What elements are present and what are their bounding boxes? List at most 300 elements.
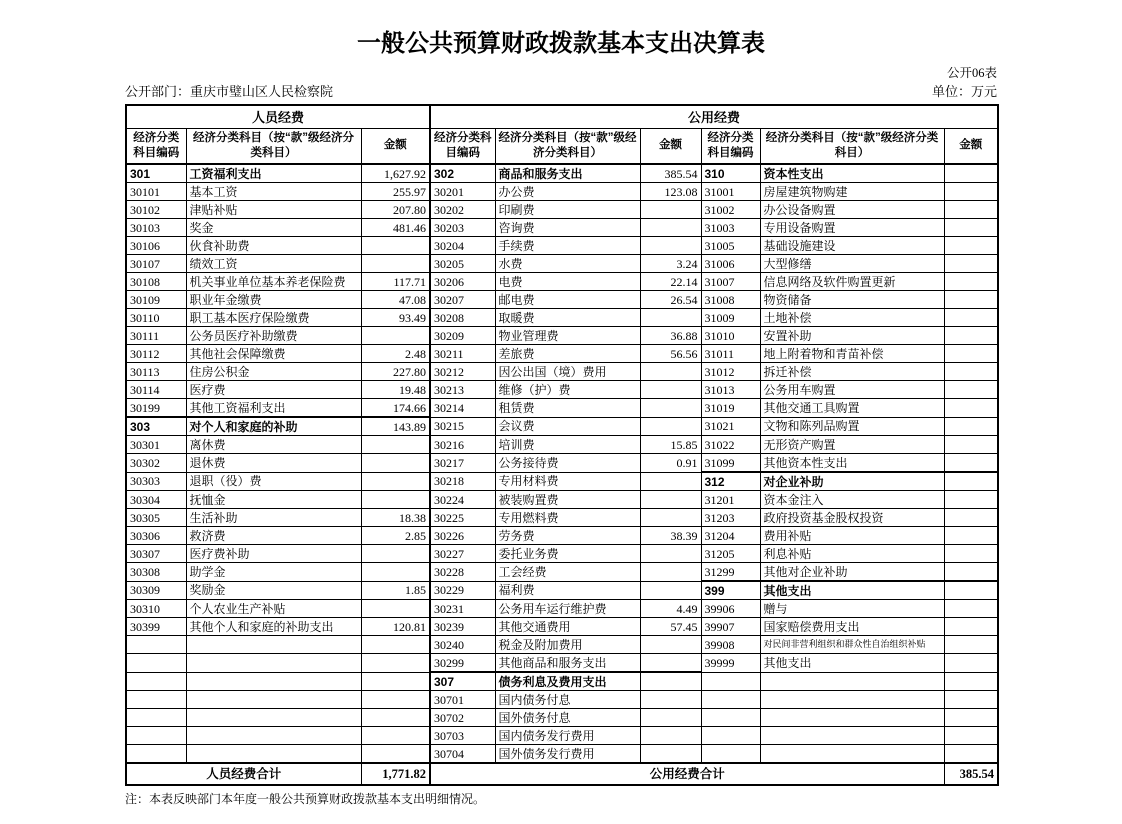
cell-code: 31019 xyxy=(701,399,760,418)
cell-amount: 57.45 xyxy=(640,618,701,636)
cell-subject: 土地补偿 xyxy=(760,309,944,327)
cell-amount xyxy=(640,745,701,764)
cell-subject: 机关事业单位基本养老保险费 xyxy=(186,273,361,291)
cell-subject: 对民间非营利组织和群众性自治组织补贴 xyxy=(760,636,944,654)
table-row xyxy=(126,454,998,473)
cell-code: 30201 xyxy=(430,183,495,201)
table-row xyxy=(126,709,998,727)
cell-code: 30399 xyxy=(126,618,186,636)
cell-amount xyxy=(944,363,998,381)
cell-amount xyxy=(361,727,430,745)
cell-subject: 工会经费 xyxy=(495,563,640,582)
personnel-group-header: 人员经费 xyxy=(126,105,430,129)
cell-code xyxy=(701,672,760,691)
cell-subject: 基本工资 xyxy=(186,183,361,201)
department-label: 公开部门：重庆市璧山区人民检察院 xyxy=(125,83,334,99)
cell-code: 30209 xyxy=(430,327,495,345)
cell-code: 30305 xyxy=(126,509,186,527)
cell-subject: 其他个人和家庭的补助支出 xyxy=(186,618,361,636)
cell-subject: 政府投资基金股权投资 xyxy=(760,509,944,527)
cell-subject: 退职（役）费 xyxy=(186,472,361,491)
personnel-total-amount: 1,771.82 xyxy=(361,763,430,785)
cell-subject: 医疗费 xyxy=(186,381,361,399)
cell-code: 30310 xyxy=(126,600,186,618)
cell-subject: 职业年金缴费 xyxy=(186,291,361,309)
table-row xyxy=(126,545,998,563)
cell-amount xyxy=(361,709,430,727)
table-row xyxy=(126,219,998,237)
cell-subject: 费用补贴 xyxy=(760,527,944,545)
cell-code: 30702 xyxy=(430,709,495,727)
cell-code xyxy=(126,727,186,745)
public-total-amount: 385.54 xyxy=(944,763,998,785)
cell-subject: 文物和陈列品购置 xyxy=(760,417,944,436)
cell-code: 31002 xyxy=(701,201,760,219)
cell-subject: 生活补助 xyxy=(186,509,361,527)
cell-amount xyxy=(361,472,430,491)
cell-amount: 207.80 xyxy=(361,201,430,219)
col-header-subject-3: 经济分类科目（按“款”级经济分类科目） xyxy=(760,129,944,165)
col-header-code-1: 经济分类科目编码 xyxy=(126,129,186,165)
cell-amount xyxy=(944,436,998,454)
cell-amount xyxy=(944,345,998,363)
cell-subject: 取暖费 xyxy=(495,309,640,327)
cell-amount xyxy=(640,709,701,727)
page xyxy=(0,30,1122,824)
cell-code: 30108 xyxy=(126,273,186,291)
cell-subject: 印刷费 xyxy=(495,201,640,219)
cell-code: 30114 xyxy=(126,381,186,399)
cell-code: 30205 xyxy=(430,255,495,273)
table-row xyxy=(126,745,998,764)
col-header-amount-2: 金额 xyxy=(640,129,701,165)
cell-subject xyxy=(186,654,361,673)
cell-subject: 大型修缮 xyxy=(760,255,944,273)
cell-subject: 公务接待费 xyxy=(495,454,640,473)
cell-amount xyxy=(640,636,701,654)
cell-subject xyxy=(186,745,361,764)
cell-amount xyxy=(640,545,701,563)
cell-amount: 56.56 xyxy=(640,345,701,363)
cell-amount xyxy=(361,745,430,764)
cell-code: 30211 xyxy=(430,345,495,363)
cell-amount: 15.85 xyxy=(640,436,701,454)
cell-code: 30229 xyxy=(430,581,495,600)
cell-subject: 信息网络及软件购置更新 xyxy=(760,273,944,291)
cell-code: 39906 xyxy=(701,600,760,618)
cell-amount: 123.08 xyxy=(640,183,701,201)
cell-code: 310 xyxy=(701,164,760,183)
cell-code xyxy=(126,709,186,727)
cell-amount: 481.46 xyxy=(361,219,430,237)
table-row xyxy=(126,436,998,454)
col-header-code-2: 经济分类科目编码 xyxy=(430,129,495,165)
table-row xyxy=(126,201,998,219)
cell-amount xyxy=(944,636,998,654)
cell-subject: 国外债务发行费用 xyxy=(495,745,640,764)
cell-subject: 专用材料费 xyxy=(495,472,640,491)
cell-subject: 债务利息及费用支出 xyxy=(495,672,640,691)
cell-subject: 其他工资福利支出 xyxy=(186,399,361,418)
cell-code: 30302 xyxy=(126,454,186,473)
table-row xyxy=(126,636,998,654)
cell-subject: 手续费 xyxy=(495,237,640,255)
cell-code: 30207 xyxy=(430,291,495,309)
table-row xyxy=(126,237,998,255)
cell-code: 31204 xyxy=(701,527,760,545)
cell-amount xyxy=(944,727,998,745)
cell-amount xyxy=(640,201,701,219)
cell-code: 31009 xyxy=(701,309,760,327)
cell-subject xyxy=(186,691,361,709)
cell-amount: 255.97 xyxy=(361,183,430,201)
cell-subject: 其他支出 xyxy=(760,654,944,673)
cell-code: 31003 xyxy=(701,219,760,237)
cell-subject: 资本性支出 xyxy=(760,164,944,183)
cell-code: 31012 xyxy=(701,363,760,381)
cell-amount xyxy=(944,255,998,273)
cell-amount xyxy=(640,581,701,600)
cell-code: 30703 xyxy=(430,727,495,745)
col-header-amount-3: 金额 xyxy=(944,129,998,165)
cell-subject: 咨询费 xyxy=(495,219,640,237)
cell-code: 30231 xyxy=(430,600,495,618)
cell-subject: 租赁费 xyxy=(495,399,640,418)
cell-code: 31007 xyxy=(701,273,760,291)
cell-subject: 其他商品和服务支出 xyxy=(495,654,640,673)
cell-code: 307 xyxy=(430,672,495,691)
totals-row xyxy=(126,763,998,785)
table-row xyxy=(126,672,998,691)
table-row xyxy=(126,527,998,545)
cell-code: 312 xyxy=(701,472,760,491)
cell-subject: 住房公积金 xyxy=(186,363,361,381)
cell-amount xyxy=(640,691,701,709)
cell-amount xyxy=(944,509,998,527)
cell-subject xyxy=(760,691,944,709)
table-row xyxy=(126,509,998,527)
group-header-row xyxy=(126,105,998,129)
unit-label: 单位：万元 xyxy=(931,83,997,99)
cell-amount xyxy=(944,381,998,399)
cell-amount xyxy=(944,672,998,691)
cell-amount xyxy=(361,654,430,673)
cell-code: 30227 xyxy=(430,545,495,563)
cell-code: 30110 xyxy=(126,309,186,327)
cell-code: 31010 xyxy=(701,327,760,345)
cell-subject: 助学金 xyxy=(186,563,361,582)
cell-amount xyxy=(944,237,998,255)
cell-amount xyxy=(944,581,998,600)
cell-code: 31299 xyxy=(701,563,760,582)
footnote: 注：本表反映部门本年度一般公共预算财政拨款基本支出明细情况。 xyxy=(125,792,486,807)
form-code-label: 公开06表 xyxy=(946,65,997,80)
cell-code: 30224 xyxy=(430,491,495,509)
cell-subject: 个人农业生产补贴 xyxy=(186,600,361,618)
cell-subject xyxy=(760,727,944,745)
cell-subject xyxy=(760,672,944,691)
cell-code: 399 xyxy=(701,581,760,600)
cell-subject: 资本金注入 xyxy=(760,491,944,509)
cell-subject: 奖金 xyxy=(186,219,361,237)
table-row xyxy=(126,291,998,309)
cell-code xyxy=(126,672,186,691)
cell-subject: 国家赔偿费用支出 xyxy=(760,618,944,636)
cell-subject: 国内债务付息 xyxy=(495,691,640,709)
col-header-subject-1: 经济分类科目（按“款”级经济分类科目） xyxy=(186,129,361,165)
table-row xyxy=(126,255,998,273)
cell-subject: 职工基本医疗保险缴费 xyxy=(186,309,361,327)
cell-code: 30103 xyxy=(126,219,186,237)
cell-subject: 其他交通工具购置 xyxy=(760,399,944,418)
table-row xyxy=(126,309,998,327)
cell-amount: 4.49 xyxy=(640,600,701,618)
cell-subject: 对企业补助 xyxy=(760,472,944,491)
cell-amount: 2.48 xyxy=(361,345,430,363)
cell-subject: 其他交通费用 xyxy=(495,618,640,636)
cell-amount: 1,627.92 xyxy=(361,164,430,183)
cell-amount xyxy=(944,291,998,309)
cell-subject: 公务用车运行维护费 xyxy=(495,600,640,618)
cell-subject: 离休费 xyxy=(186,436,361,454)
cell-code: 30309 xyxy=(126,581,186,600)
cell-amount xyxy=(640,399,701,418)
cell-amount xyxy=(640,219,701,237)
cell-code: 30102 xyxy=(126,201,186,219)
cell-amount xyxy=(944,472,998,491)
cell-subject: 专用设备购置 xyxy=(760,219,944,237)
cell-subject xyxy=(186,636,361,654)
cell-subject: 其他社会保障缴费 xyxy=(186,345,361,363)
cell-subject: 水费 xyxy=(495,255,640,273)
cell-subject: 医疗费补助 xyxy=(186,545,361,563)
cell-amount xyxy=(361,691,430,709)
public-group-header: 公用经费 xyxy=(430,105,998,129)
cell-amount: 18.38 xyxy=(361,509,430,527)
cell-code: 30303 xyxy=(126,472,186,491)
cell-code: 30216 xyxy=(430,436,495,454)
cell-subject: 税金及附加费用 xyxy=(495,636,640,654)
cell-subject: 津贴补贴 xyxy=(186,201,361,219)
cell-amount xyxy=(361,563,430,582)
cell-subject xyxy=(186,672,361,691)
cell-amount: 38.39 xyxy=(640,527,701,545)
table-row xyxy=(126,581,998,600)
cell-amount xyxy=(944,399,998,418)
cell-subject: 商品和服务支出 xyxy=(495,164,640,183)
cell-subject: 会议费 xyxy=(495,417,640,436)
cell-subject: 国外债务付息 xyxy=(495,709,640,727)
cell-code xyxy=(126,745,186,764)
table-row xyxy=(126,600,998,618)
cell-code: 39999 xyxy=(701,654,760,673)
cell-amount xyxy=(640,563,701,582)
cell-code: 30215 xyxy=(430,417,495,436)
cell-amount xyxy=(944,491,998,509)
cell-amount xyxy=(640,363,701,381)
cell-subject: 维修（护）费 xyxy=(495,381,640,399)
cell-amount xyxy=(944,183,998,201)
cell-code: 30228 xyxy=(430,563,495,582)
cell-code: 31008 xyxy=(701,291,760,309)
cell-code: 303 xyxy=(126,417,186,436)
cell-subject: 培训费 xyxy=(495,436,640,454)
cell-amount xyxy=(640,237,701,255)
cell-subject xyxy=(760,745,944,764)
cell-amount xyxy=(944,273,998,291)
cell-amount xyxy=(361,545,430,563)
cell-subject: 赠与 xyxy=(760,600,944,618)
cell-amount: 36.88 xyxy=(640,327,701,345)
cell-subject: 办公费 xyxy=(495,183,640,201)
cell-amount xyxy=(944,618,998,636)
cell-amount xyxy=(640,727,701,745)
cell-code: 30225 xyxy=(430,509,495,527)
cell-subject: 劳务费 xyxy=(495,527,640,545)
cell-amount xyxy=(944,709,998,727)
cell-amount: 26.54 xyxy=(640,291,701,309)
col-header-amount-1: 金额 xyxy=(361,129,430,165)
expenditure-table xyxy=(125,104,999,786)
cell-code: 30217 xyxy=(430,454,495,473)
cell-code: 30113 xyxy=(126,363,186,381)
cell-amount xyxy=(361,672,430,691)
table-row xyxy=(126,472,998,491)
cell-code: 31022 xyxy=(701,436,760,454)
cell-code: 31203 xyxy=(701,509,760,527)
cell-code: 30308 xyxy=(126,563,186,582)
cell-amount xyxy=(944,417,998,436)
cell-code: 39907 xyxy=(701,618,760,636)
cell-amount xyxy=(944,164,998,183)
cell-code: 30107 xyxy=(126,255,186,273)
cell-amount: 22.14 xyxy=(640,273,701,291)
cell-amount xyxy=(944,219,998,237)
cell-subject: 拆迁补偿 xyxy=(760,363,944,381)
col-header-code-3: 经济分类科目编码 xyxy=(701,129,760,165)
table-row xyxy=(126,273,998,291)
public-total-label: 公用经费合计 xyxy=(430,763,944,785)
cell-amount: 120.81 xyxy=(361,618,430,636)
cell-code: 30307 xyxy=(126,545,186,563)
cell-code: 30306 xyxy=(126,527,186,545)
cell-code: 30212 xyxy=(430,363,495,381)
cell-subject: 其他对企业补助 xyxy=(760,563,944,582)
cell-code: 31001 xyxy=(701,183,760,201)
cell-code: 30226 xyxy=(430,527,495,545)
cell-code xyxy=(126,654,186,673)
cell-code xyxy=(701,745,760,764)
cell-subject: 基础设施建设 xyxy=(760,237,944,255)
page-title: 一般公共预算财政拨款基本支出决算表 xyxy=(357,30,765,57)
cell-code: 31006 xyxy=(701,255,760,273)
cell-subject: 其他资本性支出 xyxy=(760,454,944,473)
cell-amount: 2.85 xyxy=(361,527,430,545)
cell-subject: 伙食补助费 xyxy=(186,237,361,255)
cell-subject: 差旅费 xyxy=(495,345,640,363)
cell-code: 31011 xyxy=(701,345,760,363)
table-row xyxy=(126,618,998,636)
cell-code: 30204 xyxy=(430,237,495,255)
cell-amount: 19.48 xyxy=(361,381,430,399)
table-body xyxy=(126,164,998,763)
cell-subject: 房屋建筑物购建 xyxy=(760,183,944,201)
cell-code: 30101 xyxy=(126,183,186,201)
cell-amount: 3.24 xyxy=(640,255,701,273)
cell-code: 31013 xyxy=(701,381,760,399)
cell-amount xyxy=(361,327,430,345)
cell-amount xyxy=(944,527,998,545)
cell-amount: 143.89 xyxy=(361,417,430,436)
cell-code: 30111 xyxy=(126,327,186,345)
col-header-subject-2: 经济分类科目（按“款”级经济分类科目） xyxy=(495,129,640,165)
cell-subject: 退休费 xyxy=(186,454,361,473)
cell-code xyxy=(126,636,186,654)
cell-amount xyxy=(361,237,430,255)
cell-subject: 其他支出 xyxy=(760,581,944,600)
cell-amount xyxy=(361,255,430,273)
cell-subject: 办公设备购置 xyxy=(760,201,944,219)
cell-subject: 救济费 xyxy=(186,527,361,545)
cell-code: 30239 xyxy=(430,618,495,636)
cell-amount xyxy=(944,545,998,563)
cell-amount xyxy=(640,381,701,399)
cell-amount xyxy=(640,672,701,691)
cell-code: 30214 xyxy=(430,399,495,418)
cell-subject: 绩效工资 xyxy=(186,255,361,273)
cell-subject: 公务用车购置 xyxy=(760,381,944,399)
cell-subject xyxy=(186,727,361,745)
table-row xyxy=(126,183,998,201)
cell-code xyxy=(701,709,760,727)
cell-amount: 117.71 xyxy=(361,273,430,291)
cell-code: 30701 xyxy=(430,691,495,709)
report-sheet xyxy=(125,30,997,808)
cell-amount xyxy=(640,417,701,436)
cell-amount xyxy=(944,691,998,709)
cell-subject: 委托业务费 xyxy=(495,545,640,563)
cell-code: 30203 xyxy=(430,219,495,237)
cell-amount xyxy=(361,436,430,454)
cell-code: 31021 xyxy=(701,417,760,436)
table-row xyxy=(126,363,998,381)
cell-subject: 对个人和家庭的补助 xyxy=(186,417,361,436)
cell-code: 301 xyxy=(126,164,186,183)
cell-subject: 工资福利支出 xyxy=(186,164,361,183)
cell-code: 31205 xyxy=(701,545,760,563)
table-row xyxy=(126,164,998,183)
cell-amount xyxy=(944,309,998,327)
cell-subject: 奖励金 xyxy=(186,581,361,600)
cell-amount xyxy=(944,563,998,582)
cell-code xyxy=(701,691,760,709)
table-row xyxy=(126,327,998,345)
cell-amount xyxy=(944,327,998,345)
cell-subject: 无形资产购置 xyxy=(760,436,944,454)
cell-amount: 227.80 xyxy=(361,363,430,381)
cell-amount: 174.66 xyxy=(361,399,430,418)
table-row xyxy=(126,399,998,418)
cell-code xyxy=(701,727,760,745)
cell-subject: 公务员医疗补助缴费 xyxy=(186,327,361,345)
cell-amount: 1.85 xyxy=(361,581,430,600)
table-row xyxy=(126,654,998,673)
cell-code: 30299 xyxy=(430,654,495,673)
cell-code: 30112 xyxy=(126,345,186,363)
cell-amount xyxy=(361,454,430,473)
meta-row xyxy=(125,84,997,100)
cell-code: 39908 xyxy=(701,636,760,654)
